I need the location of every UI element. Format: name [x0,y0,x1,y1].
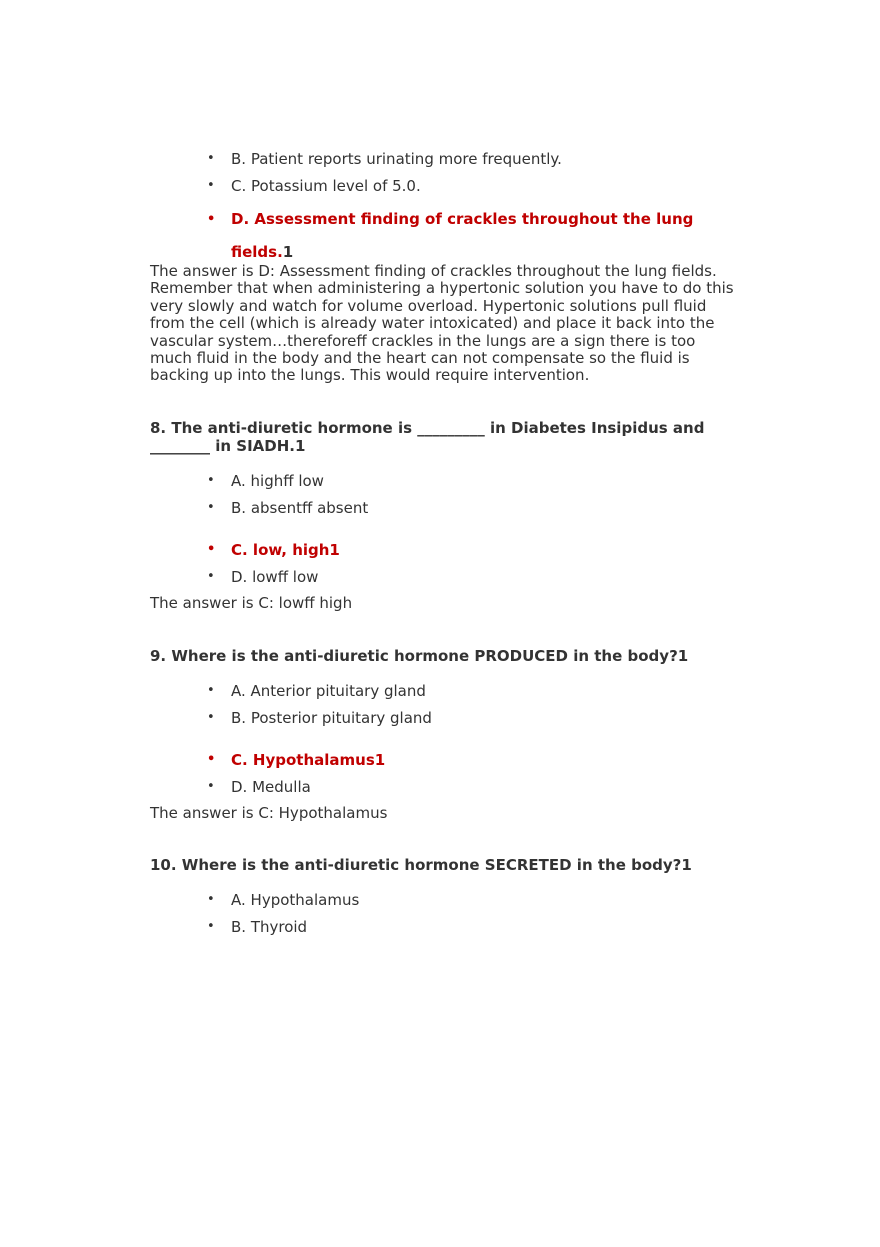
bullet-icon: • [207,892,215,907]
bullet-icon: • [207,779,215,794]
q8-option-b: • B. absentff absent [207,499,369,517]
bullet-icon: • [207,473,215,488]
q7-option-c: • C. Potassium level of 5.0. [207,177,421,195]
bullet-icon: • [207,178,215,193]
bullet-icon: • [207,919,215,934]
q7-answer-explanation: The answer is D: Assessment finding of crackles throughout the lung fields. Remember that when administering a hypertonic solution you have to do this very slowly and watch for volume overload. Hypertonic solutions pull fluid from the cell (which is already water intoxicated) and place it back into the vascular system…thereforeff crackles in the lungs are a sign there is too much fluid in the body and the heart can not compensate so the fluid is backing up into the lungs. This would require intervention. [150,262,734,385]
bullet-icon: • [207,752,216,767]
q8-option-c: • C. low, high1 [207,541,340,559]
bullet-icon: • [207,212,216,227]
bullet-icon: • [207,710,215,725]
q9-option-c: • C. Hypothalamus1 [207,751,386,769]
q8-options-group-2 [150,541,740,595]
q9-options-group-2 [150,751,740,805]
q9-option-d: • D. Medulla [207,778,311,796]
q8-answer: The answer is C: lowff high [150,594,353,612]
q7-option-d: • D. Assessment finding of crackles throughout the lung fields.1 [150,203,740,269]
q10-option-b: • B. Thyroid [207,918,308,936]
q8-option-a: • A. highff low [207,472,324,490]
bullet-icon: • [207,569,215,584]
q8-option-d: • D. lowff low [207,568,319,586]
q9-option-b: • B. Posterior pituitary gland [207,709,432,727]
bullet-icon: • [207,542,216,557]
q8-question: 8. The anti-diuretic hormone is _________ in Diabetes Insipidus and ________ in SIADH.1 [150,419,705,455]
q10-option-a: • A. Hypothalamus [207,891,360,909]
q7-correct-option [150,203,740,269]
q9-option-a: • A. Anterior pituitary gland [207,682,426,700]
q9-options-group-1 [150,682,740,736]
q9-answer: The answer is C: Hypothalamus [150,804,388,822]
q10-options [150,891,740,945]
q10-question: 10. Where is the anti-diuretic hormone SECRETED in the body?1 [150,856,692,874]
q8-options-group-1 [150,472,740,526]
bullet-icon: • [207,500,215,515]
bullet-icon: • [207,683,215,698]
q7-option-b: • B. Patient reports urinating more frequently. [207,150,562,168]
q9-question: 9. Where is the anti-diuretic hormone PRODUCED in the body?1 [150,647,689,665]
bullet-icon: • [207,151,215,166]
q7-options [150,150,740,204]
